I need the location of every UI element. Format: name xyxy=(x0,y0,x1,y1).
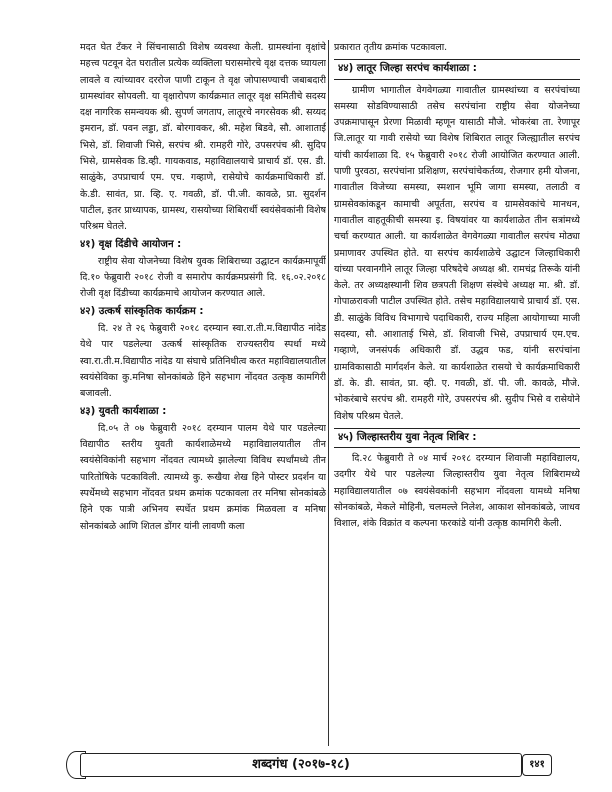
page-number: १४१ xyxy=(522,754,552,776)
scroll-banner xyxy=(80,753,522,777)
footer-title: शब्दगंध (२०१७-१८) xyxy=(252,757,350,772)
page-footer xyxy=(66,751,552,779)
paragraph-43: दि.०५ ते ०७ फेब्रुवारी २०१८ दरम्यान पालम येथे पार पडलेल्या विद्यापीठ स्तरीय युवती कार्यशाळेमध्ये महाविद्यालयातील तीन स्वयंसेविकांनी सहभाग नोंदवत त्यामध्ये झालेल्या विविध स्पर्धांमध्ये तीन पारितोषिके पटकाविली. त्यामध्ये कु. रूखैया शेख हिने पोस्टर प्रदर्शन या स्पर्धेमध्ये सहभाग नोंदवत प्रथम क्रमांक पटकावला तर मनिषा सोनकांबळे हिने एक पात्री अभिनय स्पर्धेत प्रथम क्रमांक मिळवला व मनिषा सोनकांबळे आणि शितल डोंगर यांनी लावणी कला xyxy=(80,422,326,532)
heading-44-sarpanch-workshop: ४४) लातूर जिल्हा सरपंच कार्यशाळा : xyxy=(334,59,580,79)
paragraph-tree-plantation-continued: मदत घेत टँकर ने सिंचनासाठी विशेष व्यवस्था केली. ग्रामस्थांना वृक्षांचे महत्त्व पटवून देत घरातील प्रत्येक व्यक्तिला घरासमोरचे वृक्ष दत्तक घ्यायला लावले व त्यांच्यावर दररोज पाणी टाकून ते वृक्ष जोपासण्याची जबाबदारी ग्रामस्थांवर सोपवली. या वृक्षारोपण कार्यक्रमात लातूर वृक्ष समितीचे सदस्य दक्ष नागरिक समन्वयक श्री. सुपर्ण जगताप, लातूरचे नगरसेवक श्री. सय्यद इमरान, डॉ. पवन लड्डा, डॉ. बोरगावकर, श्री. महेश बिडवे, सौ. आशाताई भिसे, डॉ. शिवाजी भिसे, सरपंच श्री. रामहरी गोरे, उपसरपंच श्री. सुदिप भिसे, ग्रामसेवक डि.व्ही. गायकवाड, महाविद्यालयाचे प्राचार्य डॉ. एस. डी. साळुंके, उपप्राचार्य एम. एच. गव्हाणे, रासेयोचे कार्यक्रमाधिकारी डॉ. के.डी. सावंत, प्रा. व्हि. ए. गवळी, डॉ. पी.जी. कावळे, प्रा. सुदर्शन पाटील, इतर प्राध्यापक, ग्रामस्थ, रासयोच्या शिबिरार्थी स्वयंसेवकांनी विशेष परिश्रम घेतले. xyxy=(80,42,326,233)
right-column xyxy=(334,40,580,746)
paragraph-41: राष्ट्रीय सेवा योजनेच्या विशेष युवक शिबिराच्या उद्घाटन कार्यक्रमापूर्वी दि.१० फेब्रुवारी २०१८ रोजी व समारोप कार्यक्रमप्रसंगी दि. १६.०२.२०१८ रोजी वृक्ष दिंडीच्या कार्यक्रमाचे आयोजन करण्यात आले. xyxy=(80,255,326,300)
paragraph-45: दि.२८ फेब्रुवारी ते ०४ मार्च २०१८ दरम्यान शिवाजी महाविद्यालय, उदगीर येथे पार पडलेल्या जिल्हास्तरीय युवा नेतृत्व शिबिरामध्ये महाविद्यालयातील ०७ स्वयंसेवकांनी सहभाग नोंदवला यामध्ये मनिषा सोनकांबळे, मेकले मोहिनी, चलमल्ले निलेश, आकाश सोनकांबळे, जाधव विशाल, शंके विक्रांत व कल्पना फरकांडे यांनी उत्कृष्ठ कामगिरी केली. xyxy=(334,453,580,530)
column-divider xyxy=(328,40,329,746)
heading-43-women-workshop: ४३) युवती कार्यशाळा : xyxy=(80,405,167,417)
heading-41-tree-procession: ४१) वृक्ष दिंडीचे आयोजन : xyxy=(80,238,182,250)
left-column xyxy=(80,40,326,746)
paragraph-43-continued: प्रकारात तृतीय क्रमांक पटकावला. xyxy=(334,42,448,53)
paragraph-44: ग्रामीण भागातील वेगवेगळ्या गावातील ग्रामस्थांच्या व सरपंचांच्या समस्या सोडविण्यासाठी तसेच सरपंचांना राष्ट्रीय सेवा योजनेच्या उपक्रमापासून प्रेरणा मिळावी म्हणून यासाठी मौजे. भोकरंबा ता. रेणापूर जि.लातूर या गावी रासेयो च्या विशेष शिबिरात लातूर जिल्ह्यातील सरपंच यांची कार्यशाळा दि. १५ फेब्रुवारी २०१८ रोजी आयोजित करण्यात आली. पाणी पुरवठा, सरपंचांना प्रशिक्षण, सरपंचांचेकर्तव्य, रोजगार हमी योजना, गावातील विजेच्या समस्या, स्मशान भूमि जागा समस्या, तलाठी व ग्रामसेवकांकडून कामाची अपूर्तता, सरपंच व ग्रामसेवकांचे मानधन, गावातील वाहतूकीची समस्या इ. विषयांवर या कार्यशाळेत तीन सत्रांमध्ये चर्चा करण्यात आली. या कार्यशाळेत वेगवेगळ्या गावातील सरपंच मोठ्या प्रमाणावर उपस्थित होते. या सरपंच कार्यशाळेचे उद्घाटन जिल्हाधिकारी यांच्या परवानगीने लातूर जिल्हा परिषदेचे अध्यक्ष श्री. रामचंद्र तिरूके यांनी केले. तर अध्यक्षस्थानी शिव छत्रपती शिक्षण संस्थेचे अध्यक्ष मा. श्री. डॉ. गोपाळरावजी पाटील उपस्थित होते. तसेच महाविद्यालयाचे प्राचार्य डॉ. एस. डी. साळुंके विविध विभागाचे पदाधिकारी, राज्य महिला आयोगाच्या माजी सदस्या, सौ. आशाताई भिसे, डॉ. शिवाजी भिसे, उपप्राचार्य एम.एच. गव्हाणे, जनसंपर्क अधिकारी डॉ. उद्धव फड, यांनी सरपंचांना ग्रामविकासाठी मार्गदर्शन केले. या कार्यशाळेत रासयो चे कार्यक्रमाधिकारी डॉ. के. डी. सावंत, प्रा. व्ही. ए. गवळी, डॉ. पी. जी. कावळे, मौजे. भोकरंबाचे सरपंच श्री. रामहरी गोरे, उपसरपंच श्री. सुदीप भिसे व रासेयोने विशेष परिश्रम घेतले. xyxy=(334,84,580,422)
paragraph-42: दि. २४ ते २६ फेब्रुवारी २०१८ दरम्यान स्वा.रा.ती.म.विद्यापीठ नांदेड येथे पार पडलेल्या उत्कर्ष सांस्कृतिक राज्यस्तरीय स्पर्धा मध्ये स्वा.रा.ती.म.विद्यापीठ नांदेड या संघाचे प्रतिनिधीत्व करत महाविद्यालयातील स्वयंसेविका कु.मनिषा सोनकांबळे हिने सहभाग नोंदवत उत्कृष्ठ कामगिरी बजावली. xyxy=(80,323,326,400)
heading-42-utkarsh-cultural: ४२) उत्कर्ष सांस्कृतिक कार्यक्रम : xyxy=(80,305,204,317)
heading-45-youth-leadership-camp: ४५) जिल्हास्तरीय युवा नेतृत्व शिबिर : xyxy=(334,428,580,448)
